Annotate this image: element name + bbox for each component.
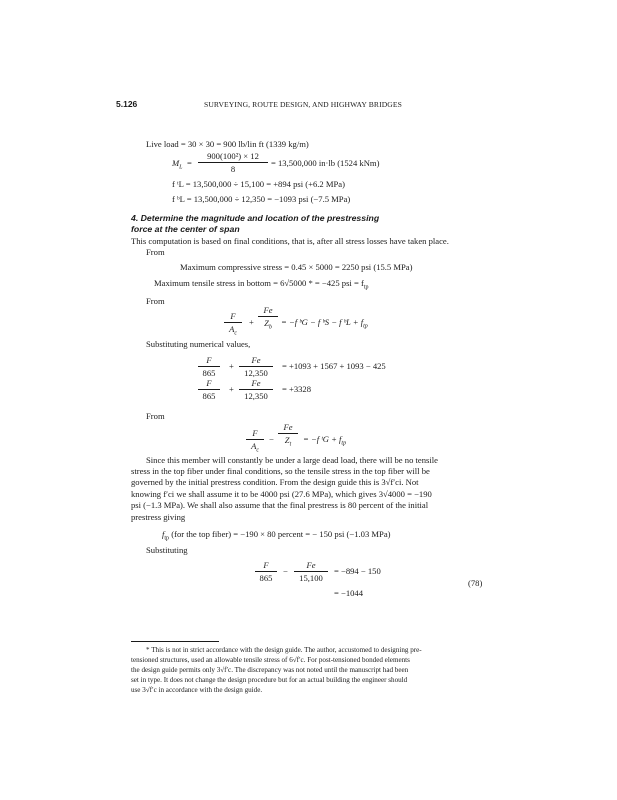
eq2-rhs-sub: tp <box>341 440 347 447</box>
section-intro: This computation is based on final conditions, that is, after all stress losses have taken place. <box>131 236 449 246</box>
eq2-rhs-text: = −f ᵗG + f <box>303 434 342 444</box>
subst-a-fraction-2 <box>239 355 273 378</box>
subst-b-rhs: = +3328 <box>282 384 312 394</box>
moment-result: = 13,500,000 in·lb (1524 kNm) <box>271 158 380 168</box>
paragraph-line-2: stress in the top fiber under final conditions, so the tensile stress in the top fiber will be <box>131 466 430 476</box>
paragraph-line-4: knowing f′ci we shall assume it to be 4000 psi (27.6 MPa), which gives 3√4000 = −190 <box>131 489 432 499</box>
eq3-f1-num: F <box>255 560 277 572</box>
eq3-result: = −1044 <box>334 588 364 598</box>
top-fiber-text: (for the top fiber) = −190 × 80 percent = − 150 psi (−1.03 MPa) <box>171 529 391 539</box>
eq3-rhs: = −894 − 150 <box>334 566 381 576</box>
section-heading-line2: force at the center of span <box>131 224 240 234</box>
eq2-f2-den: Z <box>284 435 290 445</box>
substituting-label-2: Substituting <box>146 545 188 555</box>
eq1-f2-den: Z <box>264 318 269 328</box>
subst-a-fraction-1 <box>198 355 220 378</box>
eq3-f1-den: 865 <box>259 573 273 583</box>
subst-a-den2: 12,350 <box>244 368 268 378</box>
equation-number: (78) <box>468 578 483 588</box>
eq3-fraction-1 <box>255 560 277 583</box>
live-load-line: Live load = 30 × 30 = 900 lb/lin ft (1339 kg/m) <box>146 139 309 149</box>
eq2-fraction-2 <box>278 422 298 448</box>
eq2-f1-num: F <box>246 428 264 440</box>
subst-b-den2: 12,350 <box>244 391 268 401</box>
footnote-line-4: set in type. It does not change the design procedure but for an actual building the engineer should <box>131 676 408 684</box>
moment-numerator: 900(100²) × 12 <box>198 151 268 163</box>
paragraph-line-3: governed by the initial prestress condition. From the design guide this is 3√f′ci. Not <box>131 477 419 487</box>
moment-fraction <box>198 151 268 174</box>
footnote-line-2: tensioned structures, used an allowable tensile stress of 6√f′c. For post-tensioned bonded elements <box>131 656 410 664</box>
top-fiber-symbol: f <box>162 529 165 539</box>
moment-symbol <box>172 158 183 171</box>
subst-a-rhs: = +1093 + 1567 + 1093 − 425 <box>282 361 386 371</box>
live-stress-bottom: f ᵇL = 13,500,000 ÷ 12,350 = −1093 psi (−7.5 MPa) <box>172 194 351 204</box>
eq1-f1-den: A <box>229 324 235 334</box>
max-tensile-subscript: tp <box>363 284 369 291</box>
footnote-rule <box>131 641 219 642</box>
footnote-line-3: the design guide permits only 3√f′c. The discrepancy was not noted until the manuscript had been <box>131 666 409 674</box>
page-number: 5.126 <box>116 99 138 109</box>
moment-subscript: L <box>179 164 183 171</box>
live-stress-top: f ᵗL = 13,500,000 ÷ 15,100 = +894 psi (+6.2 MPa) <box>172 179 345 189</box>
moment-label: M <box>172 158 180 168</box>
subst-b-num1: F <box>198 378 220 390</box>
subst-b-num2: Fe <box>239 378 273 390</box>
paragraph-line-1: Since this member will constantly be under a large dead load, there will be no tensile <box>146 455 438 465</box>
subst-b-fraction-1 <box>198 378 220 401</box>
eq2-f2-num: Fe <box>278 422 298 434</box>
subst-a-den1: 865 <box>202 368 216 378</box>
from-label-1: From <box>146 247 165 257</box>
eq2-fraction-1 <box>246 428 264 454</box>
max-compressive-stress: Maximum compressive stress = 0.45 × 5000 = 2250 psi (15.5 MPa) <box>180 262 413 272</box>
eq1-f2-num: Fe <box>258 305 278 317</box>
from-label-2: From <box>146 296 165 306</box>
eq1-f1-num: F <box>224 311 242 323</box>
subst-a-num2: Fe <box>239 355 273 367</box>
running-title: SURVEYING, ROUTE DESIGN, AND HIGHWAY BRIDGES <box>204 100 402 109</box>
subst-b-fraction-2 <box>239 378 273 401</box>
moment-denominator: 8 <box>230 164 236 174</box>
eq1-f2-den-sub: b <box>268 324 272 331</box>
max-tensile-stress <box>154 278 369 291</box>
eq3-fraction-2 <box>294 560 328 583</box>
subst-b-den1: 865 <box>202 391 216 401</box>
eq1-fraction-1 <box>224 311 242 337</box>
eq2-f1-den: A <box>251 441 257 451</box>
footnote-line-1: * This is not in strict accordance with the design guide. The author, accustomed to designing pre- <box>146 646 422 654</box>
eq1-rhs-sub: tp <box>363 323 368 330</box>
paragraph-line-6: prestress giving <box>131 512 186 522</box>
document-page: 5.126 SURVEYING, ROUTE DESIGN, AND HIGHWAY BRIDGES Live load = 30 × 30 = 900 lb/lin ft (1339 kg/m) $M_L$ = $\frac{\text{900(100²) × 12}}{8}$ = 13,500,000 in·lb (1524 kNm) f ᵗL = 13,500,000 ÷ 15,100 = +894 psi (+6.2 MPa) f ᵇL = 13,500,000 ÷ 12,350 = −1093 psi (−7.5 MPa) 4. Determine the magnitude and location of the prestressing force at the center of span This computation is based on final conditions, that is, after all stress losses have taken place. From Maximum compressive stress = 0.45 × 5000 = 2250 psi (15.5 MPa) Maximum tensile stress in bottom = 6√5000 * = −425 psi = $f_{tp}$ From $\frac{F}{A_c}$ + $\frac{Fe}{Z_b}$ = −f ᵇG − f ᵇS − f ᵇL + $f_{tp}$ Substituting numerical values, $\frac{F}{865}$ + $\frac{Fe}{12,350}$ = +1093 + 1567 + 1093 − 425 $\frac{F}{865}$ + $\frac{Fe}{12,350}$ = +3328 From $\frac{F}{A_c}$ − $\frac{Fe}{Z_t}$ = −f ᵗG + $f_{tp}$ Since this member will constantly be under a large dead load, there will be no tensile stress in the top fiber under final conditions, so the tensile stress in the top fiber will be governed by the initial prestress condition. From the design guide this is 3√f′ci. Not knowing f′ci we shall assume it to be 4000 psi (27.6 MPa), which gives 3√4000 = −190 psi (−1.3 MPa). We shall also assume that the final prestress is 80 percent of the initial prestress giving $f_{tp}$ (for the top fiber) = −190 × 80 percent = − 150 psi (−1.03 MPa) Substituting $\frac{F}{865}$ − $\frac{Fe}{15,100}$ = −894 − 150 = −1044 (78) * This is not in strict accordance with the design guide. The author, accustomed to designing pre- tensioned structures, used an allowable tensile stress of 6√f′c. For post-tensioned bonded elements the design guide permits only 3√f′c. The discrepancy was not noted until the manuscript had been set in type. It does not change the design procedure but for an actual building the engineer should use 3√f′c in accordance with the design guide. <box>116 99 483 694</box>
eq2-f1-den-sub: c <box>256 447 259 454</box>
eq3-f2-num: Fe <box>294 560 328 572</box>
eq1-rhs <box>281 317 368 330</box>
footnote-line-5: use 3√f′c in accordance with the design guide. <box>131 686 263 694</box>
max-tensile-text: Maximum tensile stress in bottom = 6√5000 * = −425 psi = f <box>154 278 364 288</box>
eq2-rhs <box>303 434 346 447</box>
eq1-rhs-text: = −f ᵇG − f ᵇS − f ᵇL + f <box>281 317 364 327</box>
top-fiber-stress <box>162 529 391 542</box>
eq1-f1-den-sub: c <box>234 330 237 337</box>
eq1-fraction-2 <box>258 305 278 331</box>
from-label-3: From <box>146 411 165 421</box>
paragraph-line-5: psi (−1.3 MPa). We shall also assume that the final prestress is 80 percent of the initial <box>131 500 429 510</box>
section-heading-line1: 4. Determine the magnitude and location of the prestressing <box>131 213 380 223</box>
substituting-label: Substituting numerical values, <box>146 339 251 349</box>
eq3-f2-den: 15,100 <box>299 573 323 583</box>
eq2-f2-den-sub: t <box>289 441 292 448</box>
top-fiber-subscript: tp <box>164 535 170 542</box>
subst-a-num1: F <box>198 355 220 367</box>
